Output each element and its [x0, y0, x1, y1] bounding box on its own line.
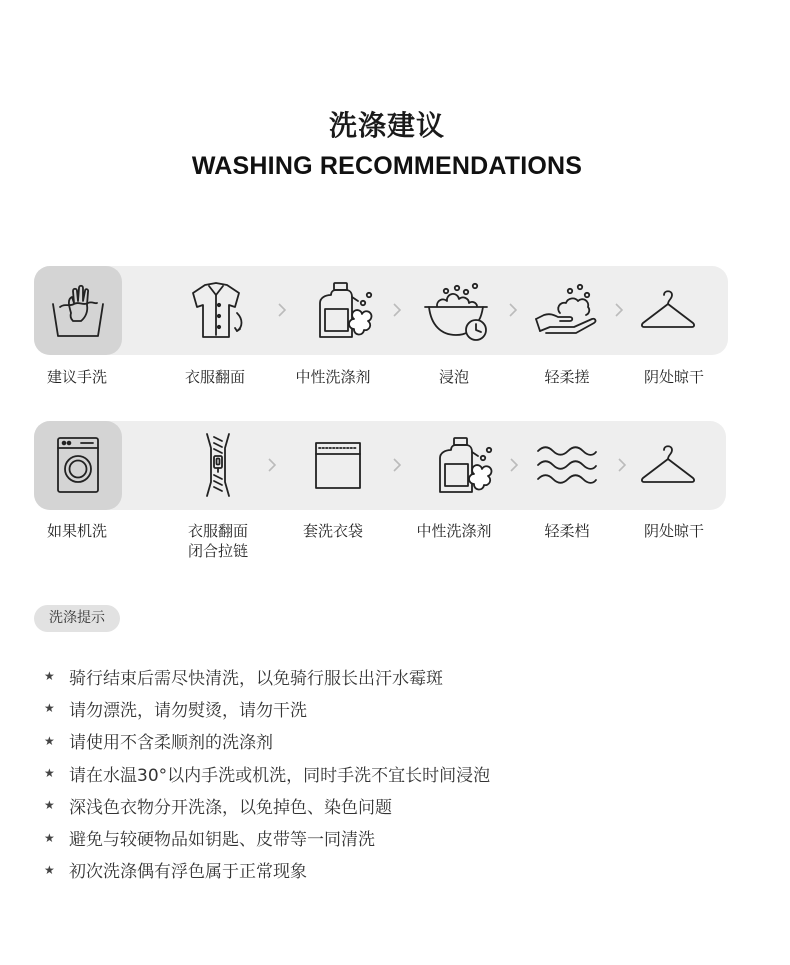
step-label: 轻柔档 — [544, 522, 590, 540]
star-icon: ★ — [44, 701, 55, 716]
chevron-right-icon — [392, 302, 402, 318]
list-item — [44, 789, 490, 821]
tip-text: 骑行结束后需尽快清洗，以免骑行服长出汗水霉斑 — [69, 668, 443, 689]
detergent-bottle-icon — [310, 273, 384, 347]
washing-machine-icon — [41, 428, 115, 502]
step-label: 建议手洗 — [46, 368, 107, 386]
chevron-right-icon — [277, 302, 287, 318]
hand-wash-icon — [41, 273, 115, 347]
tip-text: 初次洗涤偶有浮色属于正常现象 — [69, 862, 307, 883]
step-label: 中性洗涤剂 — [416, 522, 492, 540]
list-item — [44, 854, 490, 886]
zipper-icon — [181, 428, 255, 502]
step-label: 套洗衣袋 — [302, 522, 363, 540]
laundry-bag-icon — [301, 428, 375, 502]
list-item — [44, 725, 490, 757]
list-item — [44, 660, 490, 692]
hand-wash-steps-strip — [34, 266, 728, 355]
hanger-icon — [631, 273, 705, 347]
tip-text: 请在水温30°以内手洗或机洗，同时手洗不宜长时间浸泡 — [69, 765, 491, 786]
tips-list — [44, 660, 490, 886]
step-label: 衣服翻面 — [184, 368, 245, 386]
chevron-right-icon — [392, 457, 402, 473]
step-label: 阴处晾干 — [643, 368, 704, 386]
shirt-turn-icon — [179, 273, 253, 347]
step-label: 衣服翻面 闭合拉链 — [187, 522, 248, 560]
chevron-right-icon — [508, 302, 518, 318]
step-label: 中性洗涤剂 — [295, 368, 371, 386]
gentle-rub-icon — [532, 273, 606, 347]
chevron-right-icon — [509, 457, 519, 473]
machine-wash-steps-strip — [34, 421, 726, 510]
page-title: 洗涤建议 — [328, 109, 445, 142]
hanger-icon — [631, 428, 705, 502]
star-icon: ★ — [44, 766, 55, 781]
step-label: 浸泡 — [438, 368, 469, 386]
list-item — [44, 757, 490, 789]
star-icon: ★ — [44, 862, 55, 877]
list-item — [44, 821, 490, 853]
chevron-right-icon — [617, 457, 627, 473]
tip-text: 避免与较硬物品如钥匙、皮带等一同清洗 — [69, 830, 375, 851]
page-subtitle: WASHING RECOMMENDATIONS — [191, 152, 583, 180]
soak-basin-icon — [419, 273, 493, 347]
tip-text: 深浅色衣物分开洗涤，以免掉色、染色问题 — [69, 797, 392, 818]
detergent-bottle-icon — [430, 428, 504, 502]
star-icon: ★ — [44, 798, 55, 813]
tips-badge: 洗涤提示 — [34, 605, 120, 632]
step-label: 轻柔搓 — [544, 368, 590, 386]
tip-text: 请使用不含柔顺剂的洗涤剂 — [69, 733, 273, 754]
step-label: 阴处晾干 — [643, 522, 704, 540]
list-item — [44, 692, 490, 724]
chevron-right-icon — [267, 457, 277, 473]
chevron-right-icon — [614, 302, 624, 318]
step-label: 如果机洗 — [46, 522, 107, 540]
star-icon: ★ — [44, 669, 55, 684]
star-icon: ★ — [44, 733, 55, 748]
star-icon: ★ — [44, 830, 55, 845]
tip-text: 请勿漂洗，请勿熨烫，请勿干洗 — [69, 700, 307, 721]
gentle-cycle-icon — [530, 428, 604, 502]
